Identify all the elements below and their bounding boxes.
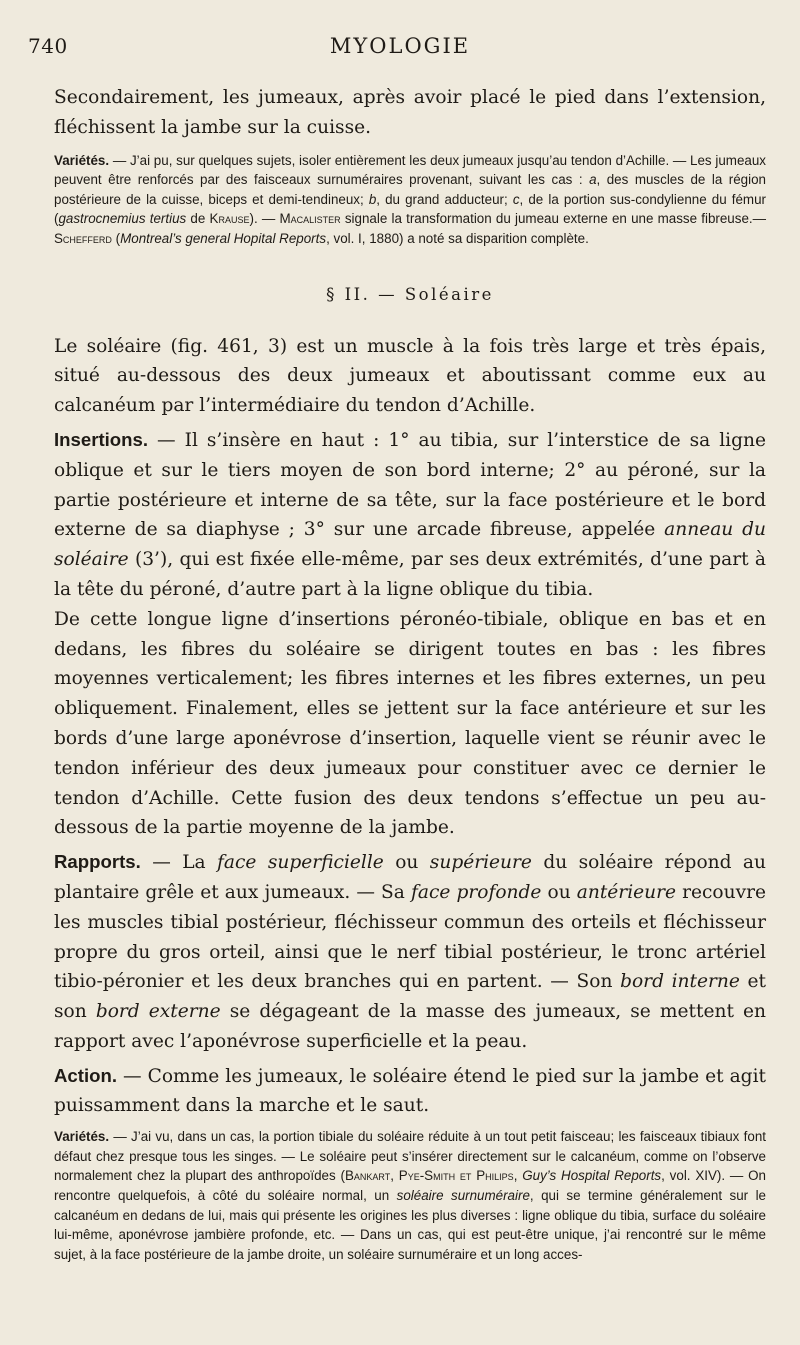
- text-run: (: [111, 230, 121, 246]
- text-run: ,: [513, 1168, 523, 1184]
- text-run: bord externe: [95, 1001, 221, 1023]
- text-run: Montreal’s general Hopital Reports: [120, 230, 327, 246]
- varietes-label: Variétés.: [54, 1129, 110, 1145]
- text-run: du soléaire répond au plantaire grêle et aux jumeaux. — Sa: [54, 852, 766, 903]
- text-run: — Il s’insère en haut : 1° au tibia, sur l’interstice de sa ligne oblique et sur le tiers moyen de son bord interne; 2° au péroné, sur la partie postérieure et interne de sa tête, sur la face postérieure et le bord externe de sa diaphyse ; 3° sur une arcade fibreuse, appelée: [54, 429, 766, 541]
- text-run: bord interne: [620, 971, 740, 993]
- text-run: se dégageant de la masse des jumeaux, se mettent en rapport avec l’aponévrose superficielle et la peau.: [54, 1001, 766, 1052]
- text-run: face profonde: [410, 881, 542, 903]
- text-run: b: [368, 191, 377, 207]
- page-header: [28, 28, 772, 68]
- text-run: et son: [54, 971, 766, 1023]
- text-run: gastrocnemius tertius: [58, 211, 187, 227]
- text-run: de: [186, 211, 210, 227]
- text-run: antérieure: [576, 881, 677, 903]
- text-run: ). —: [249, 211, 280, 227]
- text-run: supérieure: [429, 852, 532, 874]
- insertions-label: Insertions.: [54, 428, 149, 450]
- text-run: — La: [140, 852, 218, 874]
- action-label: Action.: [54, 1064, 118, 1086]
- text-run: soléaire surnuméraire: [396, 1188, 530, 1204]
- text-run: , de la portion sus-condylienne du fémur (: [54, 191, 766, 227]
- paragraph-insertions: [54, 425, 766, 605]
- text-run: a: [589, 172, 597, 188]
- section-title: § II. — Soléaire: [326, 284, 494, 304]
- paragraph-soleaire-intro: Le soléaire (fig. 461, 3) est un muscle à la fois très large et très épais, situé au-dessous des deux jumeaux et aboutissant comme eux au calcanéum par l’intermédiaire du tendon d’Achille.: [54, 335, 766, 417]
- text-run: — Comme les jumeaux, le soléaire étend le pied sur la jambe et agit puissamment dans la marche et le saut.: [54, 1065, 766, 1117]
- text-run: c: [512, 191, 520, 207]
- varietes-label: Variétés.: [54, 152, 110, 168]
- text-run: (3’), qui est fixée elle-même, par ses deux extrémités, d’une part à la tête du péroné, d’autre part à la ligne oblique du tibia.: [54, 549, 766, 600]
- author-name: Macalister: [279, 211, 341, 227]
- text-run: ou: [383, 852, 430, 874]
- text-run: — J’ai pu, sur quelques sujets, isoler entièrement les deux jumeaux jusqu’au tendon d’Achille. — Les jumeaux peuvent être renforcés par des faisceaux surnuméraires provenant, suivant les cas :: [54, 152, 766, 188]
- varietes-note-soleaire: [54, 1127, 766, 1264]
- text-run: , qui se termine généralement sur le calcanéum en dedans de lui, mais qui présente les origines les plus diverses : ligne oblique du tibia, surface du soléaire lui-même, aponévrose jambière profonde, etc. — Dans un cas, qui est peut-être unique, j’ai rencontré sur le même sujet, à la face postérieure de la jambe droite, un soléaire surnuméraire et un long acces-: [54, 1188, 767, 1262]
- rapports-label: Rapports.: [54, 851, 141, 873]
- text-run: Guy’s Hospital Reports: [522, 1168, 662, 1184]
- author-name: Bankart, Pye-Smith et Philips: [344, 1168, 514, 1184]
- text-run: , vol. I, 1880) a noté sa disparition complète.: [326, 230, 589, 246]
- text-run: , des muscles de la région postérieure de la cuisse, biceps et demi-tendineux;: [54, 172, 766, 207]
- text-run: , vol. XIV). — On rencontre quelquefois, à côté du soléaire normal, un: [54, 1168, 766, 1204]
- text-run: ou: [541, 881, 577, 903]
- paragraph-fibres: De cette longue ligne d’insertions péronéo-tibiale, oblique en bas et en dedans, les fibres du soléaire se dirigent toutes en bas : les fibres moyennes verticalement; les fibres internes et les fibres externes, un peu obliquement. Finalement, elles se jettent sur la face antérieure et sur les bords d’une large aponévrose d’insertion, laquelle vient se réunir avec le tendon inférieur des deux jumeaux pour constituer avec ce dernier le tendon d’Achille. Cette fusion des deux tendons s’effectue un peu au-dessous de la partie moyenne de la jambe.: [54, 608, 766, 839]
- author-name: Schefferd: [54, 230, 112, 246]
- text-run: , du grand adducteur;: [376, 191, 513, 207]
- text-run: face superficielle: [217, 852, 384, 874]
- varietes-note-jumeaux: [54, 151, 766, 249]
- paragraph-secondairement: Secondairement, les jumeaux, après avoir placé le pied dans l’extension, fléchissent la jambe sur la cuisse.: [54, 87, 766, 138]
- page-number: 740: [28, 34, 68, 58]
- running-title: MYOLOGIE: [329, 34, 471, 58]
- body-text: [54, 83, 766, 1264]
- paragraph-action: [54, 1061, 766, 1122]
- text-run: — J’ai vu, dans un cas, la portion tibiale du soléaire réduite à un tout petit faisceau; les faisceaux tibiaux font défaut chez presque tous les singes. — Le soléaire peut s’insérer directement sur le calcanéum, comme on l’observe normalement chez la plupart des anthropoïdes (: [54, 1129, 766, 1184]
- text-run: recouvre les muscles tibial postérieur, fléchisseur commun des orteils et fléchisseur propre du gros orteil, ainsi que le nerf tibial postérieur, le tronc artériel tibio-péronier et les deux branches qui en partent. — Son: [54, 881, 766, 993]
- text-run: anneau du soléaire: [54, 519, 766, 571]
- author-name: Krause: [209, 211, 250, 227]
- paragraph-rapports: [54, 847, 766, 1057]
- text-run: signale la transformation du jumeau externe en une masse fibreuse.—: [340, 211, 767, 227]
